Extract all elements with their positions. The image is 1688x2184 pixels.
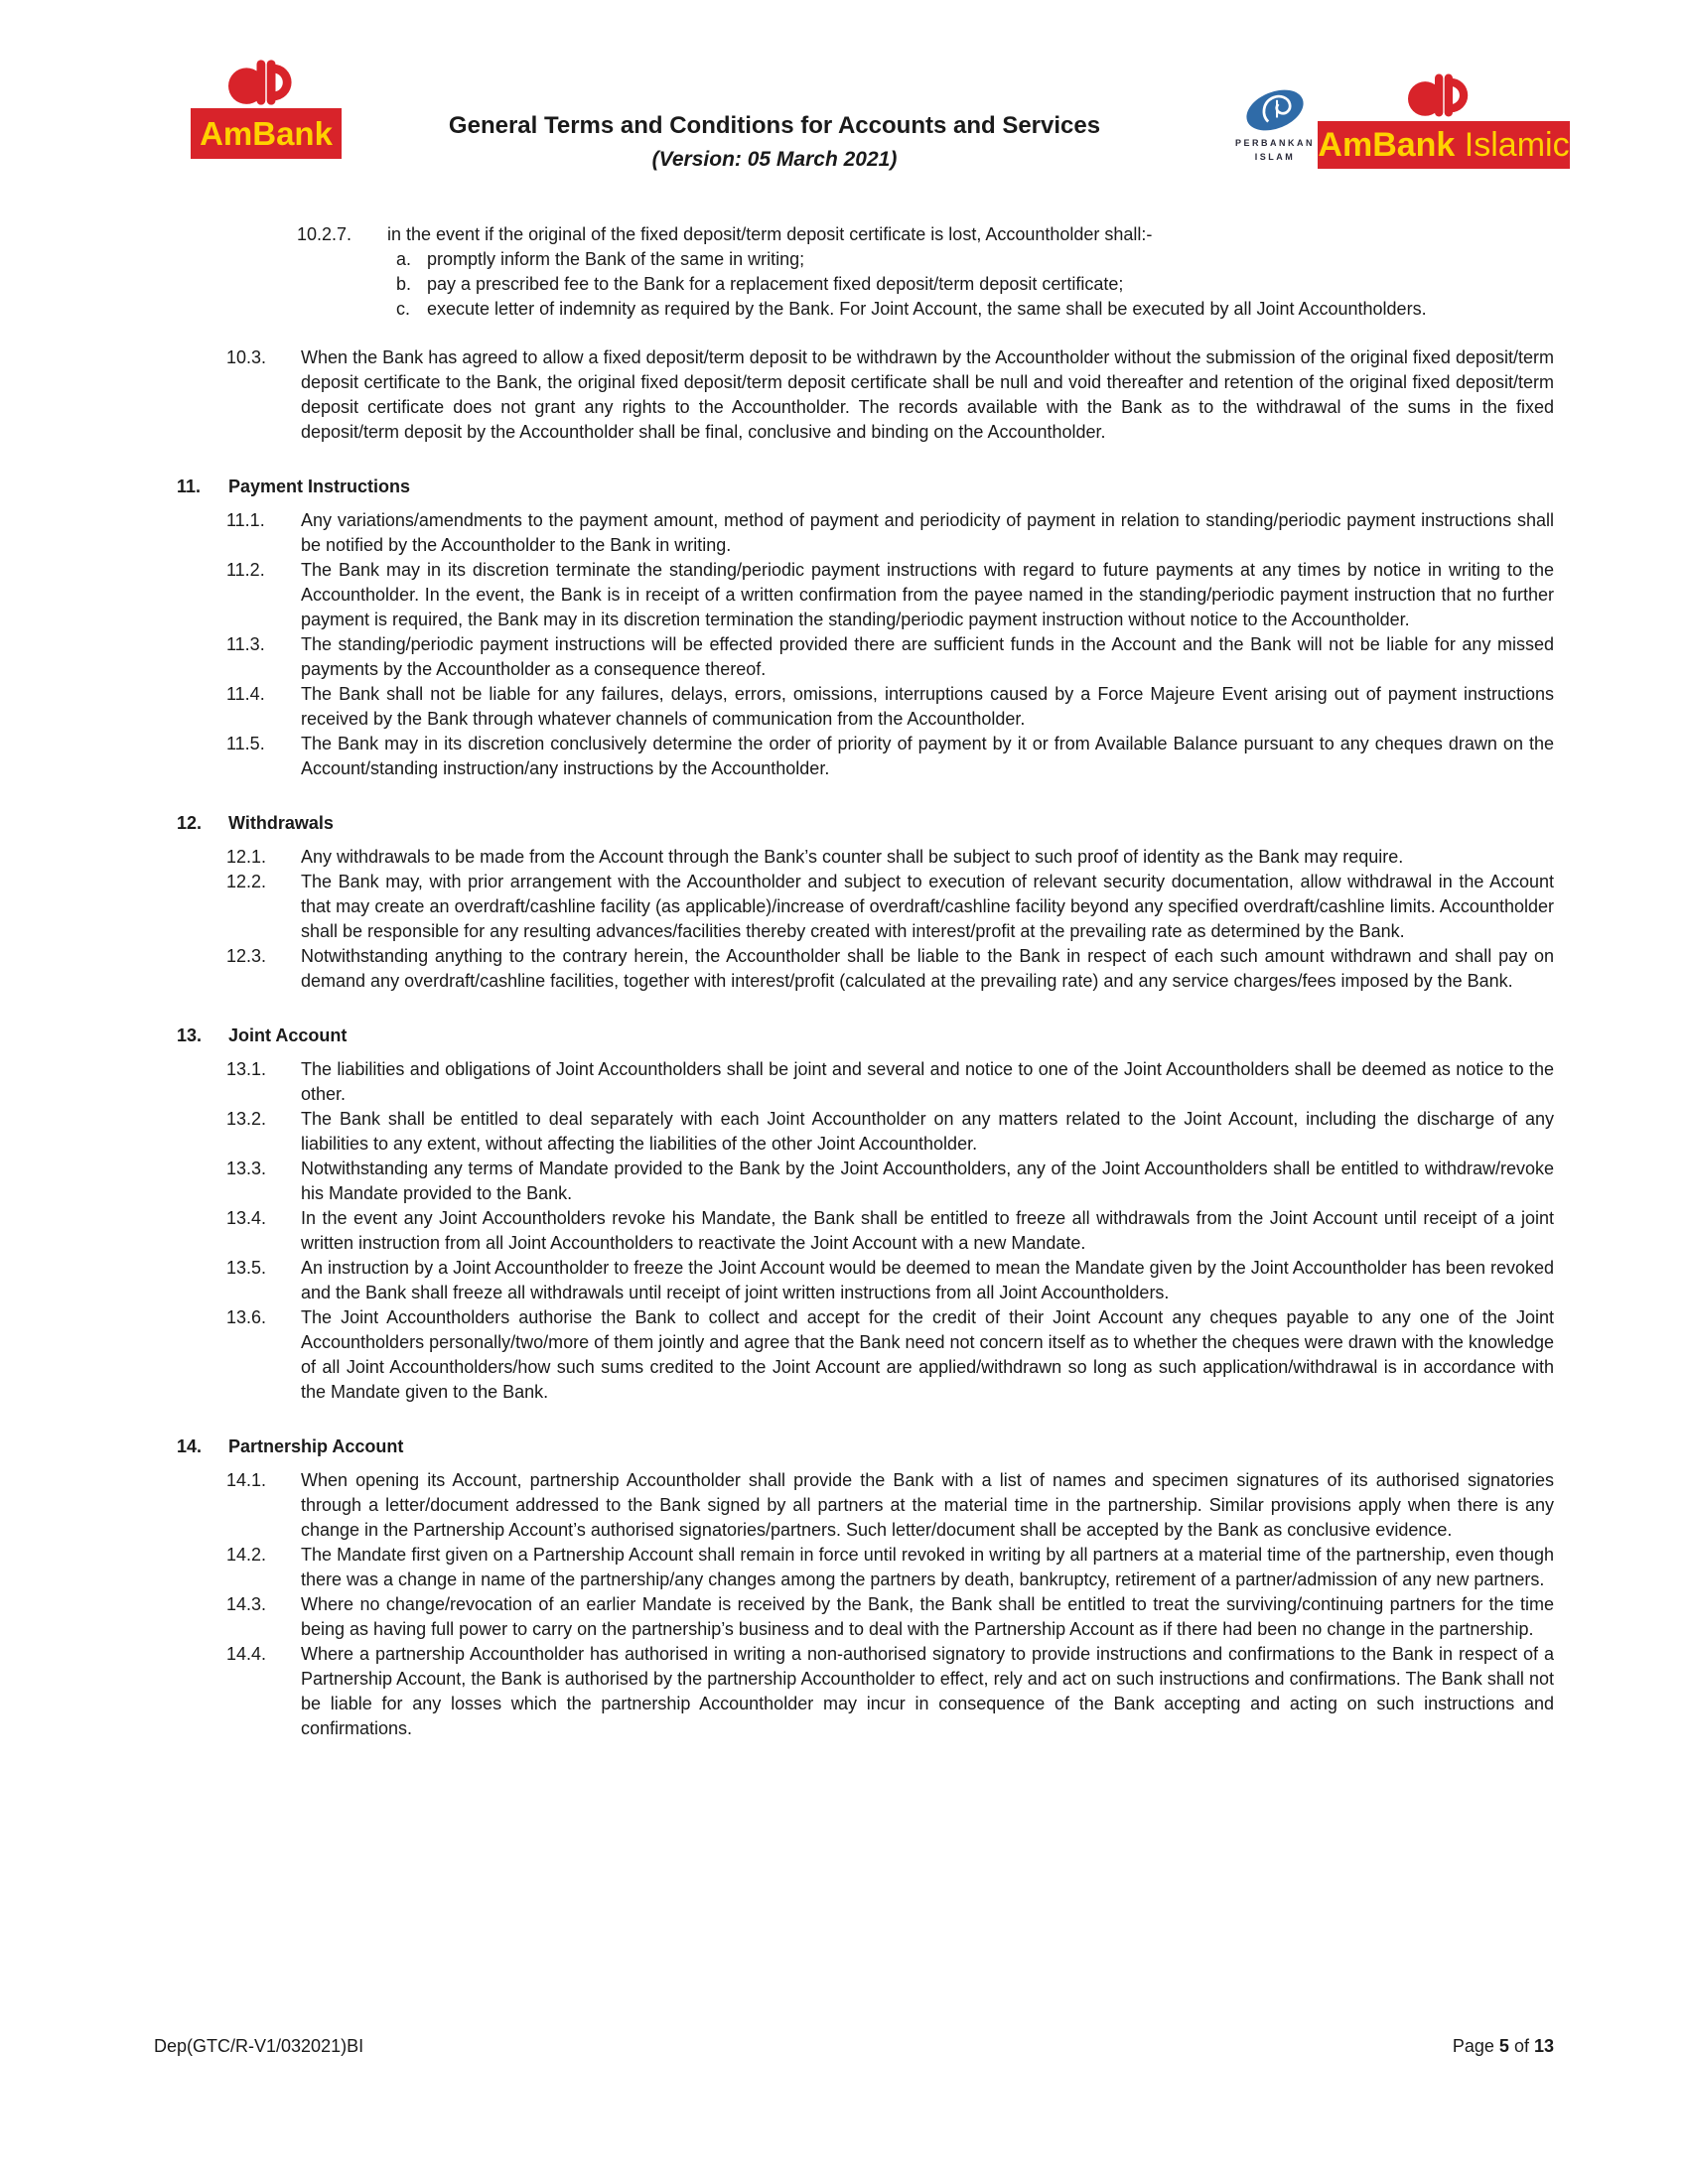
ambank-mark-icon — [228, 60, 304, 105]
clause — [226, 732, 1554, 781]
clause-subitem — [396, 272, 1554, 297]
clause-text: Any variations/amendments to the payment amount, method of payment and periodicity of payment in relation to standing/periodic payment instructions shall be notified by the Accountholder to the Bank in writing. — [301, 510, 1554, 555]
clause-content — [301, 732, 1554, 781]
clause-content — [301, 1057, 1554, 1107]
section-number: 13. — [177, 1025, 203, 1045]
clause-text: The Joint Accountholders authorise the Bank to collect and accept for the credit of their Joint Account any cheques payable to any one of the Joint Accountholders personally/two/more of them jointly and agree that the Bank need not concern itself as to whether the cheques were drawn with the knowledge of all Joint Accountholders/how such sums credited to the Joint Account are applied/withdrawn so long as such application/withdrawal is in accordance with the Mandate given to the Bank. — [301, 1307, 1554, 1402]
clause — [226, 345, 1554, 445]
clause-number: 11.1. — [226, 510, 265, 530]
clause — [226, 1592, 1554, 1642]
section-title: Payment Instructions — [228, 477, 411, 496]
clause-number: 11.3. — [226, 634, 265, 654]
subitem-label: a. — [396, 249, 412, 269]
section-heading — [177, 475, 1554, 499]
clause-number: 13.2. — [226, 1109, 267, 1129]
clause — [226, 1256, 1554, 1305]
clause-text: The Bank shall be entitled to deal separately with each Joint Accountholder on any matters related to the Joint Account, including the discharge of any liabilities to any extent, without affecting the liabilities of the other Joint Accountholder. — [301, 1109, 1554, 1154]
clause-content — [301, 1543, 1554, 1592]
clause — [226, 1107, 1554, 1157]
ambank-logo — [191, 60, 342, 159]
footer-page-word: Page — [1452, 2036, 1494, 2056]
clause-number: 14.4. — [226, 1644, 267, 1664]
page-title: General Terms and Conditions for Accounts and Services — [448, 112, 1101, 139]
clause-text: When opening its Account, partnership Accountholder shall provide the Bank with a list of names and specimen signatures of its authorised signatories through a letter/document addressed to the Bank signed by all partners at the material time in the partnership. Similar provisions apply when there is any change in the Partnership Account’s authorised signatories/partners. Such letter/document shall be accepted by the Bank as conclusive evidence. — [301, 1470, 1554, 1540]
clause-number: 13.3. — [226, 1159, 267, 1178]
clause-number: 14.2. — [226, 1545, 267, 1565]
clause-content — [301, 345, 1554, 445]
ambank-islamic-wordmark — [1318, 121, 1570, 169]
subitem-label: b. — [396, 274, 412, 294]
subitem-label: c. — [396, 299, 411, 319]
section-title: Partnership Account — [228, 1436, 404, 1456]
clause-content — [301, 632, 1554, 682]
subitem-text: promptly inform the Bank of the same in writing; — [427, 249, 805, 269]
clause — [297, 222, 1554, 322]
clause-text: Where a partnership Accountholder has authorised in writing a non-authorised signatory to provide instructions and confirmations to the Bank in respect of a Partnership Account, the Bank is authorised by the partnership Accountholder to effect, rely and act on such instructions and confirmations. The Bank shall not be liable for any losses which the partnership Accountholder may incur in consequence of the Bank accepting and acting on such instructions and confirmations. — [301, 1644, 1554, 1738]
clause-text: In the event any Joint Accountholders revoke his Mandate, the Bank shall be entitled to freeze all withdrawals from the Joint Account until receipt of a joint written instruction from all Joint Accountholders to reactivate the Joint Account with a new Mandate. — [301, 1208, 1554, 1253]
clause-number: 13.6. — [226, 1307, 267, 1327]
clause — [226, 1057, 1554, 1107]
section-number: 14. — [177, 1436, 203, 1456]
clause-text: in the event if the original of the fixed deposit/term deposit certificate is lost, Accountholder shall:- — [387, 224, 1153, 244]
clause — [226, 558, 1554, 632]
clause-content — [387, 222, 1554, 322]
clause-text: The liabilities and obligations of Joint Accountholders shall be joint and several and notice to one of the Joint Accountholders shall be deemed as notice to the other. — [301, 1059, 1554, 1104]
section-heading — [177, 1434, 1554, 1459]
clause-number: 14.3. — [226, 1594, 267, 1614]
ambank-wordmark: AmBank — [191, 108, 342, 159]
clause-number: 12.3. — [226, 946, 267, 966]
perbankan-islam-icon — [1241, 85, 1309, 135]
version-subtitle: (Version: 05 March 2021) — [651, 148, 898, 171]
clause-content — [301, 1107, 1554, 1157]
ambank-islamic-wordmark-bold: AmBank — [1318, 126, 1456, 164]
clause — [226, 508, 1554, 558]
clause-text: The Bank may in its discretion conclusively determine the order of priority of payment by it or from Available Balance pursuant to any cheques drawn on the Account/standing instruction/any instructions by the Accountholder. — [301, 734, 1554, 778]
ambank-islamic-logo — [1318, 73, 1570, 169]
clause-number: 13.5. — [226, 1258, 267, 1278]
section-heading — [177, 811, 1554, 836]
document-body — [154, 222, 1554, 1741]
clause-subitem — [396, 247, 1554, 272]
clause-text: The Mandate first given on a Partnership Account shall remain in force until revoked in writing by all partners at a material time of the partnership, even though there was a change in name of the partnership/any changes among the partners by death, bankruptcy, retirement of a partner/admission of any new partners. — [301, 1545, 1554, 1589]
clause-text: The Bank shall not be liable for any failures, delays, errors, omissions, interruptions caused by a Force Majeure Event arising out of payment instructions received by the Bank through whatever channels of communication from the Accountholder. — [301, 684, 1554, 729]
clause-text: The standing/periodic payment instructions will be effected provided there are sufficient funds in the Account and the Bank will not be liable for any missed payments by the Accountholder as a consequence thereof. — [301, 634, 1554, 679]
document-header — [377, 111, 1172, 172]
clause-number: 12.1. — [226, 847, 267, 867]
perbankan-label-line1: PERBANKAN — [1234, 138, 1315, 148]
subitem-text: execute letter of indemnity as required by the Bank. For Joint Account, the same shall be executed by all Joint Accountholders. — [427, 299, 1427, 319]
clause-content — [301, 845, 1554, 870]
clause-content — [301, 558, 1554, 632]
clause-text: When the Bank has agreed to allow a fixed deposit/term deposit to be withdrawn by the Accountholder without the submission of the original fixed deposit/term deposit certificate to the Bank, the original fixed deposit/term deposit certificate shall be null and void thereafter and retention of the original fixed deposit/term deposit certificate does not grant any rights to the Accountholder. The records available with the Bank as to the withdrawal of the sums in the fixed deposit/term deposit by the Accountholder shall be final, conclusive and binding on the Accountholder. — [301, 347, 1554, 442]
clause-content — [301, 1468, 1554, 1543]
clause-text: The Bank may, with prior arrangement with the Accountholder and subject to execution of relevant security documentation, allow withdrawal in the Account that may create an overdraft/cashline facility (as applicable)/increase of overdraft/cashline facility beyond any specified overdraft/cashline limits. Accountholder shall be responsible for any resulting advances/facilities thereby created with interest/profit at the prevailing rate as determined by the Bank. — [301, 872, 1554, 941]
clause-content — [301, 1592, 1554, 1642]
clause — [226, 1543, 1554, 1592]
section-title: Joint Account — [228, 1025, 348, 1045]
subitem-text: pay a prescribed fee to the Bank for a replacement fixed deposit/term deposit certificate; — [427, 274, 1124, 294]
section-heading — [177, 1024, 1554, 1048]
clause-number: 11.2. — [226, 560, 265, 580]
clause-content — [301, 1305, 1554, 1405]
clause-number: 10.3. — [226, 347, 267, 367]
clause-text: Notwithstanding anything to the contrary herein, the Accountholder shall be liable to the Bank in respect of each such amount withdrawn and shall pay on demand any overdraft/cashline facilities, together with interest/profit (calculated at the prevailing rate) and any service charges/fees imposed by the Bank. — [301, 946, 1554, 991]
clause-text: The Bank may in its discretion terminate the standing/periodic payment instructions with regard to future payments at any times by notice in writing to the Accountholder. In the event, the Bank is in receipt of a written confirmation from the payee named in the standing/periodic payment instruction that no further payment is required, the Bank may in its discretion termination the standing/periodic payment instruction without notice to the Accountholder. — [301, 560, 1554, 629]
clause-number: 13.4. — [226, 1208, 267, 1228]
clause — [226, 944, 1554, 994]
clause-content — [301, 1256, 1554, 1305]
clause-number: 11.5. — [226, 734, 265, 753]
clause-text: Notwithstanding any terms of Mandate provided to the Bank by the Joint Accountholders, any of the Joint Accountholders shall be entitled to withdraw/revoke his Mandate provided to the Bank. — [301, 1159, 1554, 1203]
clause-content — [301, 1206, 1554, 1256]
clause — [226, 632, 1554, 682]
footer-page-number: 5 — [1498, 2036, 1509, 2056]
footer-page-total: 13 — [1533, 2036, 1554, 2056]
clause-content — [301, 508, 1554, 558]
section-title: Withdrawals — [228, 813, 334, 833]
perbankan-islam-logo — [1225, 85, 1325, 163]
clause — [226, 845, 1554, 870]
perbankan-label-line2: ISLAM — [1254, 152, 1296, 162]
section-number: 12. — [177, 813, 203, 833]
clause — [226, 1206, 1554, 1256]
clause-number: 14.1. — [226, 1470, 267, 1490]
ambank-islamic-wordmark-light: Islamic — [1464, 126, 1570, 164]
clause-number: 10.2.7. — [297, 224, 352, 244]
clause-number: 11.4. — [226, 684, 265, 704]
clause — [226, 682, 1554, 732]
clause — [226, 1642, 1554, 1741]
ambank-islamic-mark-icon — [1408, 73, 1479, 117]
footer-page-indicator — [1453, 2036, 1554, 2057]
clause — [226, 1468, 1554, 1543]
clause-number: 12.2. — [226, 872, 267, 891]
clause-text: Where no change/revocation of an earlier Mandate is received by the Bank, the Bank shall be entitled to treat the surviving/continuing partners for the time being as having full power to carry on the partnership’s business and to deal with the Partnership Account as if there had been no change in the partnership. — [301, 1594, 1554, 1639]
section-number: 11. — [177, 477, 202, 496]
clause-content — [301, 1157, 1554, 1206]
clause-number: 13.1. — [226, 1059, 267, 1079]
clause-text: An instruction by a Joint Accountholder to freeze the Joint Account would be deemed to mean the Mandate given by the Joint Accountholder has been revoked and the Bank shall freeze all withdrawals until receipt of joint written instructions from all Joint Accountholders. — [301, 1258, 1554, 1302]
clause-content — [301, 944, 1554, 994]
clause-text: Any withdrawals to be made from the Account through the Bank’s counter shall be subject to such proof of identity as the Bank may require. — [301, 847, 1404, 867]
clause-content — [301, 1642, 1554, 1741]
clause-subitem — [396, 297, 1554, 322]
clause — [226, 1305, 1554, 1405]
clause — [226, 870, 1554, 944]
clause-content — [301, 870, 1554, 944]
clause — [226, 1157, 1554, 1206]
clause-content — [301, 682, 1554, 732]
footer-doc-code: Dep(GTC/R-V1/032021)BI — [154, 2036, 364, 2056]
footer-of-word: of — [1513, 2036, 1529, 2056]
